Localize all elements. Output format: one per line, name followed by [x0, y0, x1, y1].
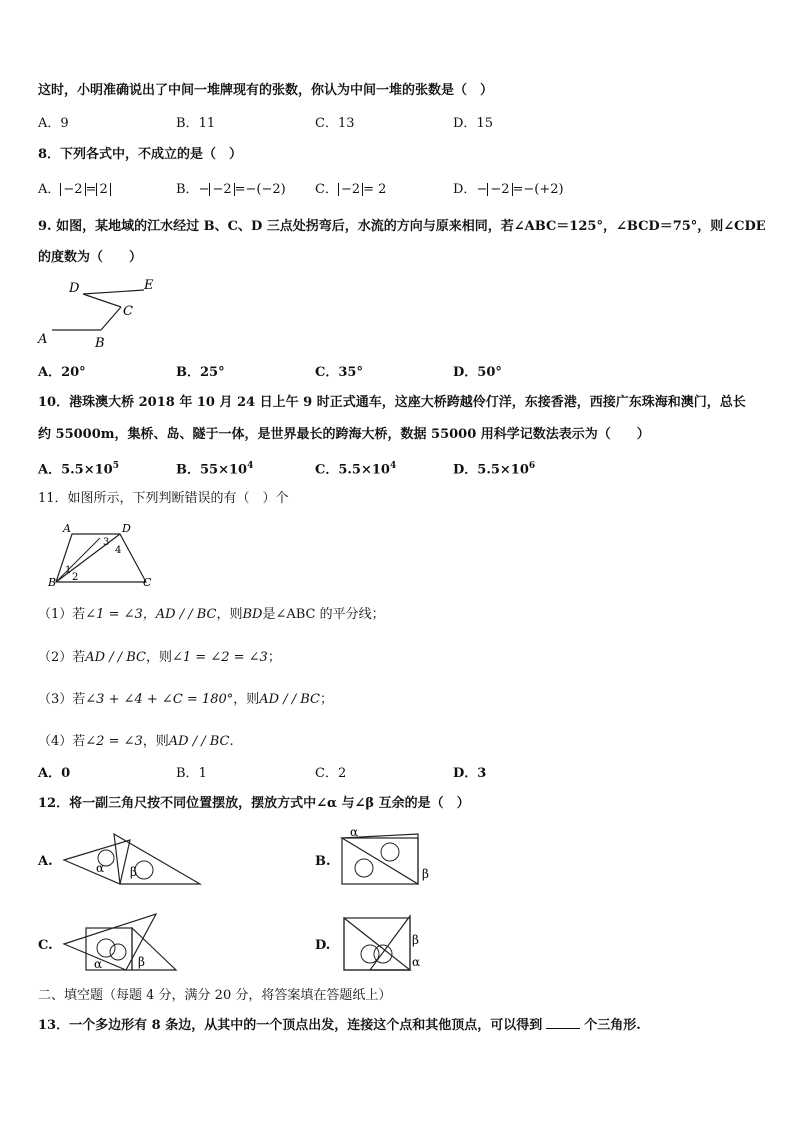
q12-option-b-label[interactable]: B.: [315, 854, 331, 869]
q13-stem: 13．一个多边形有 8 条边，从其中的一个顶点出发，连接这个点和其他顶点，可以得到 个三角形.: [38, 1018, 641, 1033]
q11-item-2: （2）若AD / / BC，则∠1 = ∠2 = ∠3；: [38, 650, 281, 665]
q11-angle-1: 1: [65, 565, 72, 576]
q10-option-b[interactable]: B．$55\times 10^4$: [176, 461, 254, 478]
q8-stem: 8．下列各式中，不成立的是（ ）: [38, 147, 243, 162]
q11-option-d[interactable]: D．3: [453, 766, 487, 781]
q9-option-a[interactable]: A．20°: [38, 365, 86, 380]
q12-option-a-label[interactable]: A.: [38, 854, 53, 869]
section-title-fill-in: 二、填空题（每题 4 分，满分 20 分，将答案填在答题纸上）: [38, 988, 392, 1003]
q11-label-d: D: [122, 522, 131, 535]
q11-angle-2: 2: [72, 572, 79, 583]
q9-option-d[interactable]: D．50°: [453, 365, 502, 380]
q11-item-3: （3）若∠3 + ∠4 + ∠C = 180°，则AD / / BC；: [38, 692, 333, 707]
q9-label-b: B: [95, 336, 105, 351]
q12-a-beta: β: [130, 865, 137, 879]
q8-option-c[interactable]: C． −2 = 2: [315, 182, 387, 197]
q9-segment-de: [83, 290, 144, 294]
q7-option-b[interactable]: B．11: [176, 116, 216, 131]
q9-label-e: E: [144, 278, 154, 293]
q11-angle-3: 3: [103, 537, 110, 548]
q7-stem-tail: 这时，小明准确说出了中间一堆牌现有的张数，你认为中间一堆的张数是（ ）: [38, 83, 494, 98]
q9-option-b[interactable]: B．25°: [176, 365, 225, 380]
q12-stem: 12．将一副三角尺按不同位置摆放，摆放方式中∠α 与∠β 互余的是（ ）: [38, 796, 470, 811]
q11-option-b[interactable]: B．1: [176, 766, 207, 781]
q10-stem-line2: 约 55000m，集桥、岛、隧于一体，是世界最长的跨海大桥，数据 55000 用科学记数法表示为（ ）: [38, 427, 650, 442]
q12-d-beta: β: [412, 933, 419, 947]
q8-option-b[interactable]: B．− −2 =−(−2): [176, 182, 286, 197]
q11-stem: 11．如图所示，下列判断错误的有（ ）个: [38, 491, 289, 506]
q9-label-c: C: [123, 304, 133, 319]
q11-item-1: （1）若∠1 = ∠3，AD / / BC，则BD是∠ABC 的平分线；: [38, 607, 385, 622]
q11-angle-4: 4: [115, 545, 122, 556]
q9-stem-line2: 的度数为（ ）: [38, 250, 143, 265]
q8-option-a[interactable]: A． −2 = 2: [38, 182, 111, 198]
q12-b-alpha: α: [350, 825, 359, 839]
q12-option-d-label[interactable]: D.: [315, 938, 331, 953]
q10-option-a[interactable]: A．$5.5\times 10^5$: [38, 461, 119, 478]
q12-c-beta: β: [138, 955, 145, 969]
q7-option-c[interactable]: C．13: [315, 116, 355, 131]
q8-option-d[interactable]: D．− −2 =−(+2): [453, 182, 564, 197]
q12-figure-d[interactable]: [338, 908, 458, 974]
q12-option-c-label[interactable]: C.: [38, 938, 53, 953]
q10-option-d[interactable]: D．$5.5\times 10^6$: [453, 461, 536, 478]
q12-d-alpha: α: [412, 955, 421, 969]
q11-option-a[interactable]: A．0: [38, 766, 71, 781]
q12-figure-c[interactable]: [62, 910, 192, 976]
q12-figure-b[interactable]: [338, 824, 448, 890]
q7-option-a[interactable]: A．9: [38, 116, 69, 131]
q9-segment-bc: [101, 307, 121, 330]
q11-item-4: （4）若∠2 = ∠3，则AD / / BC.: [38, 734, 234, 749]
q11-figure: [46, 520, 166, 590]
q9-label-d: D: [69, 281, 80, 296]
q12-a-alpha: α: [96, 861, 105, 875]
q12-b-beta: β: [422, 867, 429, 881]
q9-stem-line1: 9. 如图，某地域的江水经过 B、C、D 三点处拐弯后，水流的方向与原来相同，若∠ABC＝125°，∠BCD＝75°，则∠CDE: [38, 219, 766, 234]
q11-label-a: A: [63, 522, 71, 535]
q12-c-alpha: α: [94, 957, 103, 971]
q13-answer-blank[interactable]: [546, 1016, 580, 1029]
q10-stem-line1: 10．港珠澳大桥 2018 年 10 月 24 日上午 9 时正式通车，这座大桥跨越伶仃洋，东接香港，西接广东珠海和澳门，总长: [38, 395, 746, 410]
q7-option-d[interactable]: D．15: [453, 116, 493, 131]
q10-option-c[interactable]: C．$5.5\times 10^4$: [315, 461, 397, 478]
q11-label-c: C: [143, 576, 152, 589]
q12-figure-a[interactable]: [62, 832, 212, 892]
q11-label-b: B: [48, 576, 57, 589]
q9-segment-cd: [83, 294, 121, 307]
q9-option-c[interactable]: C．35°: [315, 365, 363, 380]
q9-label-a: A: [38, 332, 48, 347]
q9-figure: [36, 275, 186, 350]
q11-option-c[interactable]: C．2: [315, 766, 347, 781]
